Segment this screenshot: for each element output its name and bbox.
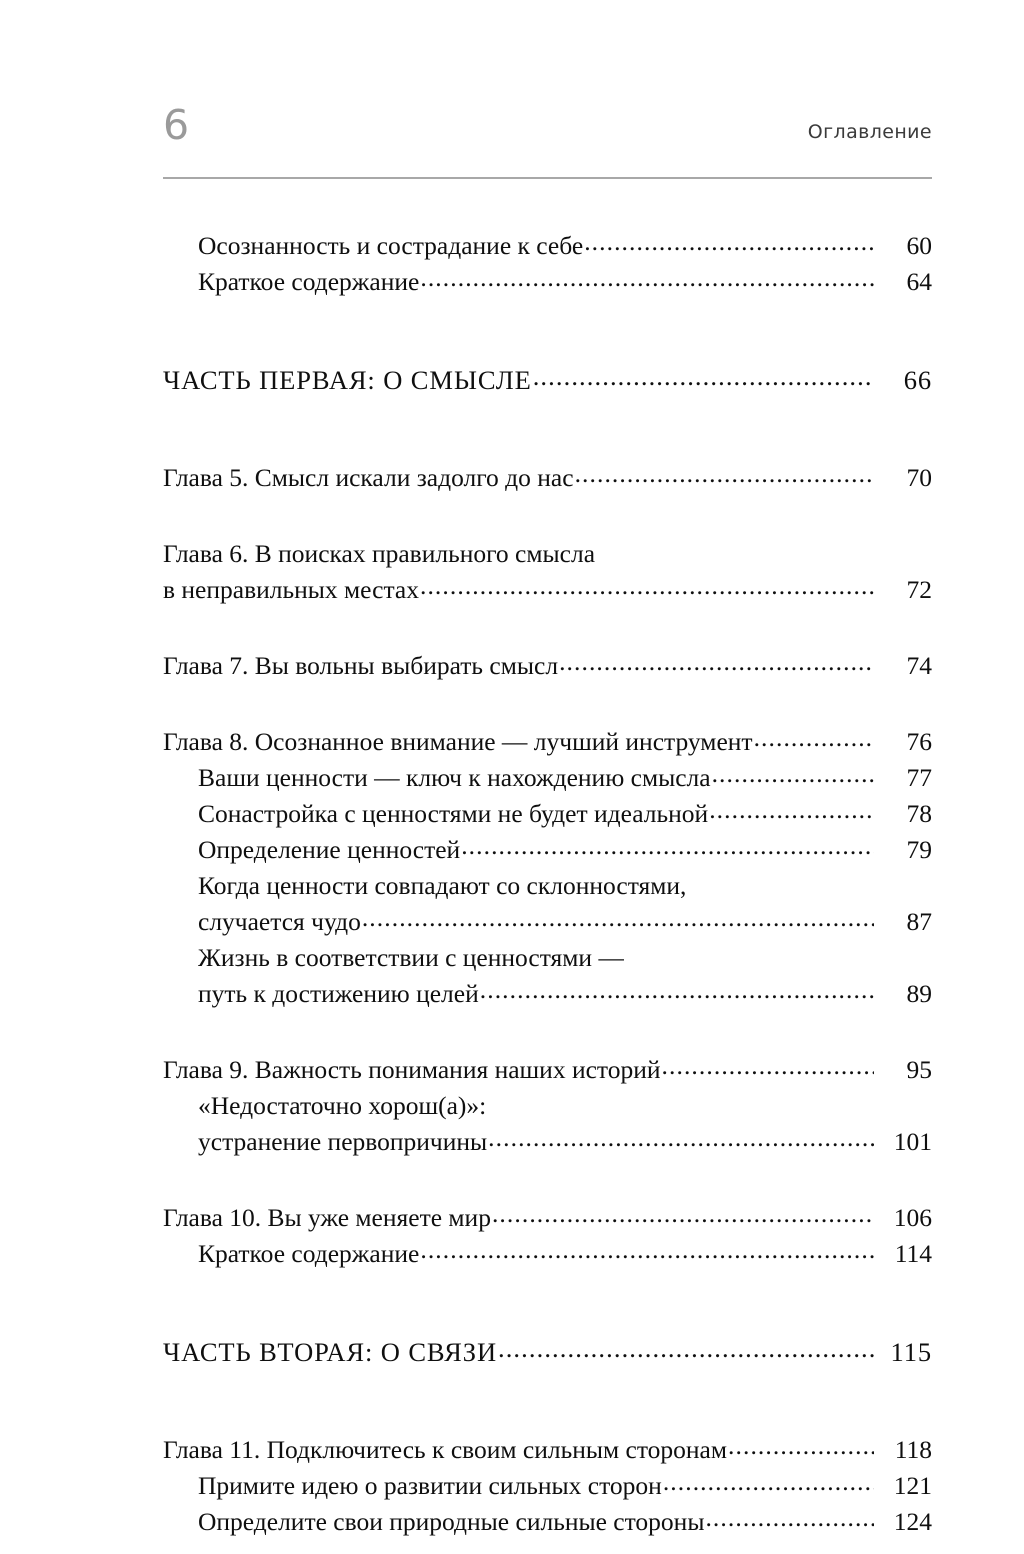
toc-group bbox=[163, 648, 932, 684]
toc-entry[interactable] bbox=[163, 1124, 932, 1160]
toc-dot-leader bbox=[420, 265, 874, 291]
toc-dot-leader bbox=[488, 1125, 874, 1151]
toc-entry[interactable] bbox=[163, 1088, 932, 1124]
toc-entry-label: Осознанность и сострадание к себе bbox=[198, 231, 584, 260]
running-head bbox=[163, 101, 932, 185]
toc-entry-page-number: 64 bbox=[906, 267, 932, 296]
toc-dot-leader bbox=[712, 761, 874, 787]
toc-entry-label: Глава 11. Подключитесь к своим сильным сторонам bbox=[163, 1435, 728, 1464]
toc-entry[interactable] bbox=[163, 904, 932, 940]
toc-entry-label: Глава 8. Осознанное внимание — лучший инструмент bbox=[163, 727, 753, 756]
toc-entry-label: Примите идею о развитии сильных сторон bbox=[198, 1471, 662, 1500]
toc-group bbox=[163, 228, 932, 300]
page-content bbox=[163, 0, 932, 1540]
toc-entry-label: Глава 6. В поисках правильного смысла bbox=[163, 539, 596, 568]
toc-dot-leader bbox=[754, 725, 874, 751]
toc-entry[interactable] bbox=[163, 724, 932, 760]
toc-dot-leader bbox=[584, 229, 874, 255]
toc-group bbox=[163, 1052, 932, 1160]
toc-entry-page-number: 76 bbox=[906, 727, 932, 756]
toc-entry[interactable] bbox=[163, 228, 932, 264]
toc-entry-label: Глава 7. Вы вольны выбирать смысл bbox=[163, 651, 559, 680]
toc-entry-page-number: 115 bbox=[890, 1337, 932, 1367]
toc-entry[interactable] bbox=[163, 760, 932, 796]
toc-entry-page-number: 121 bbox=[893, 1471, 932, 1500]
toc-entry-label: Глава 5. Смысл искали задолго до нас bbox=[163, 463, 574, 492]
toc-entry-page-number: 74 bbox=[906, 651, 932, 680]
toc-entry-label: Определение ценностей bbox=[198, 835, 461, 864]
toc-group bbox=[163, 536, 932, 608]
toc-entry-label: Ваши ценности — ключ к нахождению смысла bbox=[198, 763, 711, 792]
toc-entry-page-number: 118 bbox=[894, 1435, 932, 1464]
toc-entry[interactable] bbox=[163, 796, 932, 832]
toc-group bbox=[163, 460, 932, 496]
toc-entry[interactable] bbox=[163, 1200, 932, 1236]
toc-dot-leader bbox=[709, 797, 874, 823]
toc-dot-leader bbox=[728, 1433, 874, 1459]
header-rule bbox=[163, 177, 932, 179]
toc-entry-page-number: 77 bbox=[906, 763, 932, 792]
toc-entry-page-number: 72 bbox=[906, 575, 932, 604]
toc-entry[interactable] bbox=[163, 362, 932, 398]
toc-entry-label: Когда ценности совпадают со склонностями, bbox=[198, 871, 687, 900]
toc-entry-page-number: 79 bbox=[906, 835, 932, 864]
toc-entry-label: случается чудо bbox=[198, 907, 361, 936]
toc-group bbox=[163, 1200, 932, 1272]
toc-entry[interactable] bbox=[163, 940, 932, 976]
toc-dot-leader bbox=[575, 461, 874, 487]
toc-dot-leader bbox=[663, 1469, 874, 1495]
toc-dot-leader bbox=[420, 1237, 874, 1263]
toc-entry-page-number: 87 bbox=[906, 907, 932, 936]
running-head-title: Оглавление bbox=[807, 121, 932, 143]
toc-entry[interactable] bbox=[163, 536, 932, 572]
toc-entry-label: Краткое содержание bbox=[198, 267, 420, 296]
toc-entry-page-number: 124 bbox=[893, 1507, 932, 1536]
toc-entry-label: путь к достижению целей bbox=[198, 979, 479, 1008]
toc-entry-page-number: 66 bbox=[903, 365, 932, 395]
toc-entry-page-number: 101 bbox=[893, 1127, 932, 1156]
toc-entry[interactable] bbox=[163, 868, 932, 904]
toc-entry[interactable] bbox=[163, 264, 932, 300]
toc-dot-leader bbox=[461, 833, 874, 859]
toc-group bbox=[163, 724, 932, 1012]
toc-entry[interactable] bbox=[163, 1052, 932, 1088]
toc-group bbox=[163, 1334, 932, 1370]
toc-dot-leader bbox=[533, 363, 874, 390]
toc-entry-label: устранение первопричины bbox=[198, 1127, 488, 1156]
toc-entry[interactable] bbox=[163, 1432, 932, 1468]
toc-entry-label: «Недостаточно хорош(а)»: bbox=[198, 1091, 487, 1120]
toc-entry-page-number: 70 bbox=[906, 463, 932, 492]
toc-dot-leader bbox=[480, 977, 874, 1003]
toc-dot-leader bbox=[362, 905, 874, 931]
table-of-contents bbox=[163, 228, 932, 1540]
toc-entry-label: ЧАСТЬ ВТОРАЯ: О СВЯЗИ bbox=[163, 1337, 497, 1367]
toc-entry-page-number: 78 bbox=[906, 799, 932, 828]
toc-entry-page-number: 114 bbox=[894, 1239, 932, 1268]
toc-entry-page-number: 60 bbox=[906, 231, 932, 260]
toc-entry-label: в неправильных местах bbox=[163, 575, 419, 604]
toc-dot-leader bbox=[420, 573, 874, 599]
toc-dot-leader bbox=[498, 1335, 874, 1362]
toc-entry[interactable] bbox=[163, 460, 932, 496]
toc-entry-page-number: 106 bbox=[893, 1203, 932, 1232]
toc-dot-leader bbox=[559, 649, 874, 675]
toc-entry-label: ЧАСТЬ ПЕРВАЯ: О СМЫСЛЕ bbox=[163, 365, 532, 395]
toc-entry-page-number: 89 bbox=[906, 979, 932, 1008]
toc-entry-label: Определите свои природные сильные стороны bbox=[198, 1507, 705, 1536]
page-number: 6 bbox=[163, 101, 190, 149]
toc-group bbox=[163, 362, 932, 398]
toc-dot-leader bbox=[492, 1201, 874, 1227]
toc-entry-label: Жизнь в соответствии с ценностями — bbox=[198, 943, 624, 972]
toc-entry[interactable] bbox=[163, 572, 932, 608]
toc-entry-label: Глава 10. Вы уже меняете мир bbox=[163, 1203, 491, 1232]
toc-entry[interactable] bbox=[163, 1504, 932, 1540]
toc-entry-page-number: 95 bbox=[906, 1055, 932, 1084]
toc-group bbox=[163, 1432, 932, 1540]
toc-entry[interactable] bbox=[163, 1334, 932, 1370]
toc-entry[interactable] bbox=[163, 648, 932, 684]
toc-dot-leader bbox=[705, 1505, 874, 1531]
toc-entry-label: Глава 9. Важность понимания наших историй bbox=[163, 1055, 661, 1084]
toc-entry[interactable] bbox=[163, 1236, 932, 1272]
toc-dot-leader bbox=[662, 1053, 874, 1079]
toc-entry[interactable] bbox=[163, 976, 932, 1012]
toc-entry-label: Краткое содержание bbox=[198, 1239, 420, 1268]
toc-entry[interactable] bbox=[163, 832, 932, 868]
toc-entry[interactable] bbox=[163, 1468, 932, 1504]
toc-entry-label: Сонастройка с ценностями не будет идеальной bbox=[198, 799, 709, 828]
